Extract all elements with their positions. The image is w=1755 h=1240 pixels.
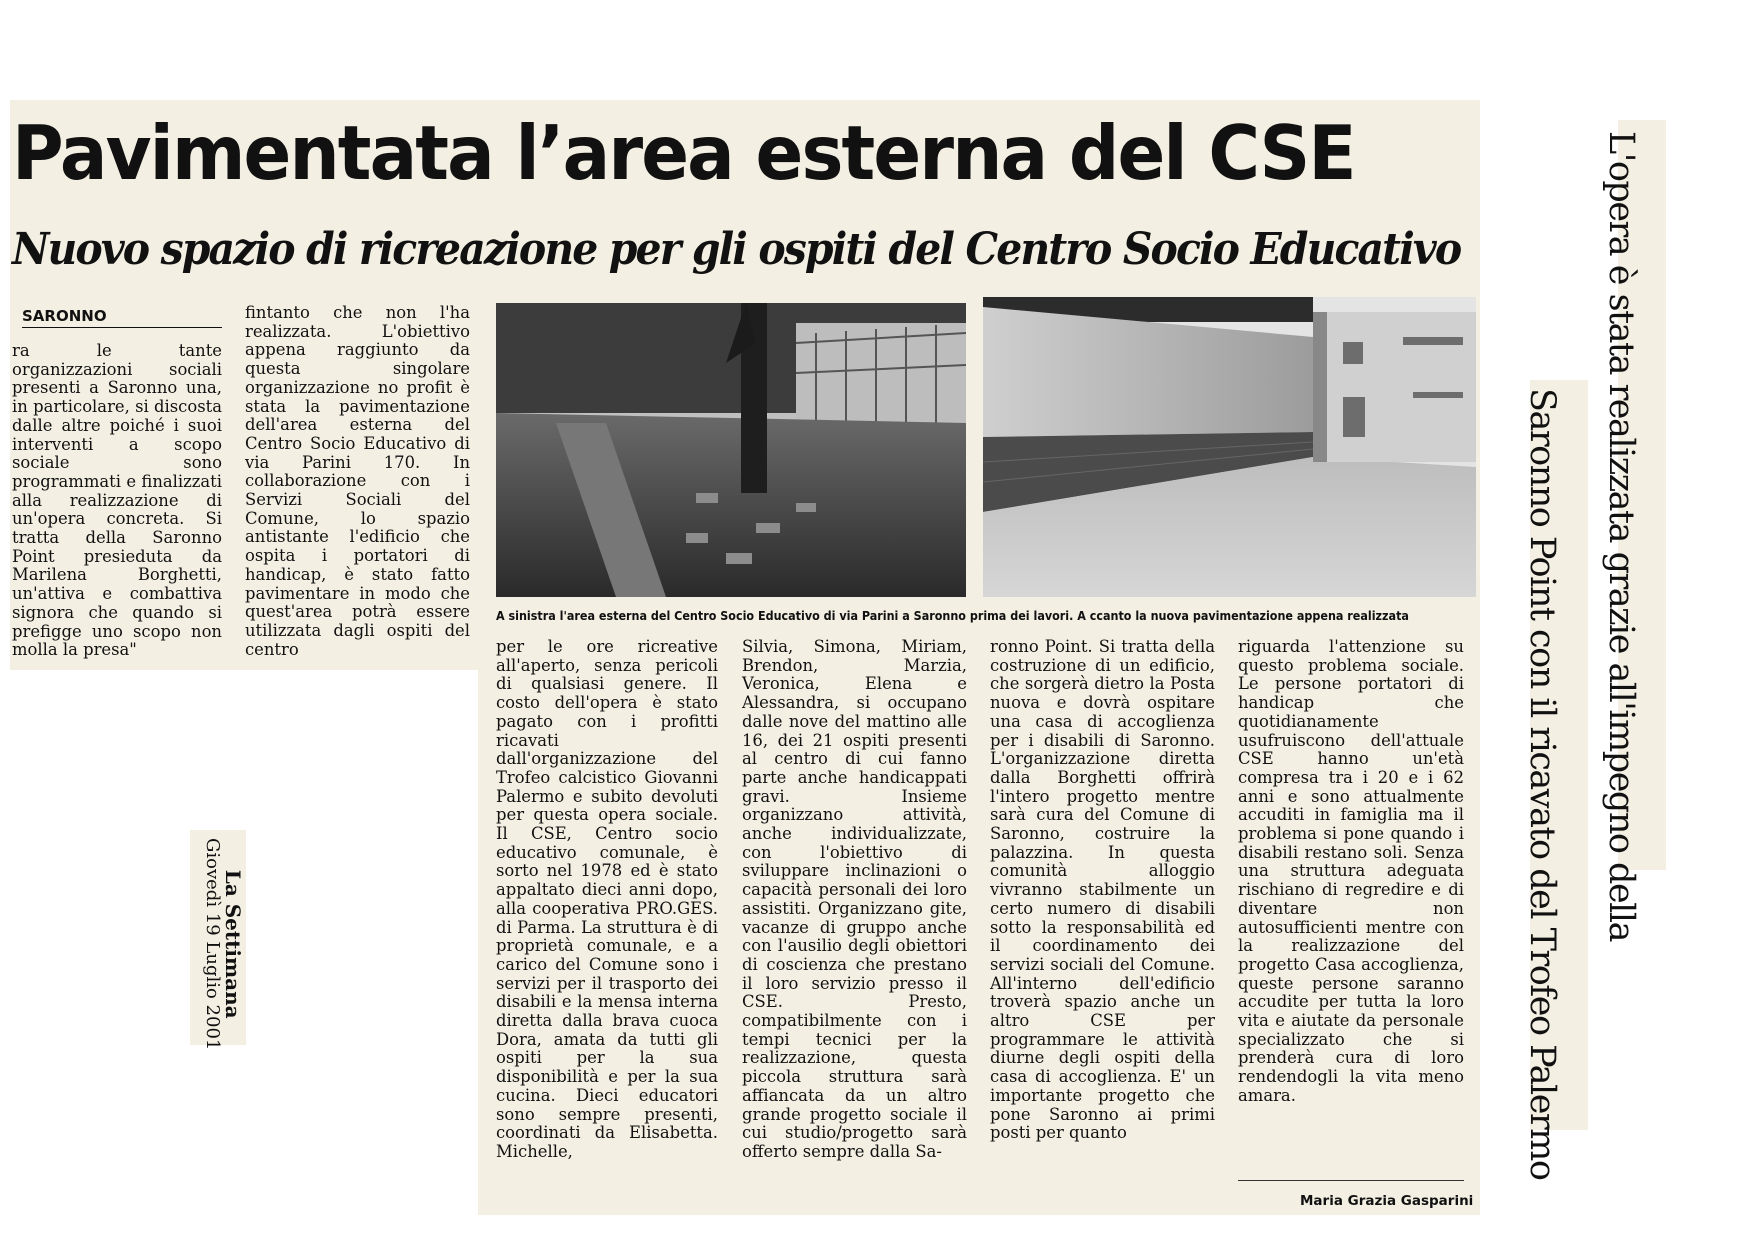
photo-caption: A sinistra l'area esterna del Centro Socio Educativo di via Parini a Saronno prima dei lavori. A ccanto la nuova pavimentazione appena realizzata [496, 609, 1409, 623]
article-column-1: ra le tante organizzazioni sociali presenti a Saronno una, in particolare, si discosta dalle altre poiché i suoi interventi a scopo sociale sono programmati e finalizzati alla realizzazione di un'opera concreta. Si tratta della Saronno Point presieduta da Marilena Borghetti, un'attiva e combattiva signora che quando si prefigge uno scopo non molla la presa" [12, 341, 222, 660]
article-column-5: ronno Point. Si tratta della costruzione di un edificio, che sorgerà dietro la Posta nuova e dovrà ospitare una casa di accoglienza per i disabili di Saronno. L'organizzazione diretta dalla Borghetti offrirà l'intero progetto mentre sarà cura del Comune di Saronno, costruire la palazzina. In questa comunità alloggio vivranno stabilmente un certo numero di disabili sotto la responsabilità ed il coordinamento dei servizi sociali del Comune. All'interno dell'edificio troverà spazio anche un altro CSE per programmare le attività diurne degli ospiti della casa di accoglienza. E' un importante progetto che pone Saronno ai primi posti per quanto [990, 637, 1215, 1143]
photo-before-works [496, 303, 966, 597]
headline: Pavimentata l’area esterna del CSE [12, 109, 1355, 197]
photo-new-paving-image [983, 297, 1476, 597]
byline: Maria Grazia Gasparini [1300, 1193, 1474, 1209]
article-column-3: per le ore ricreative all'aperto, senza pericoli di qualsiasi genere. Il costo dell'opera è stato pagato con i profitti ricavati dall'organizzazione del Trofeo calcistico Giovanni Palermo e subito devoluti per questa opera sociale. Il CSE, Centro socio educativo comunale, è sorto nel 1978 ed è stato appaltato dieci anni dopo, alla cooperativa PRO.GES. di Parma. La struttura è di proprietà comunale, e a carico del Comune sono i servizi per il trasporto dei disabili e la mensa interna diretta dalla brava cuoca Dora, amata da tutti gli ospiti per la sua disponibilità e per la sua cucina. Dieci educatori sono sempre presenti, coordinati da Elisabetta. Michelle, [496, 637, 718, 1161]
source-paper: La Settimana [221, 869, 245, 1019]
article-column-4: Silvia, Simona, Miriam, Brendon, Marzia, Veronica, Elena e Alessandra, si occupano dalle nove del mattino alle 16, dei 21 ospiti presenti al centro di cui fanno parte anche handicappati gravi. Insieme organizzano attività, anche individualizzate, con l'obiettivo di sviluppare inclinazioni o capacità personali dei loro assistiti. Organizzano gite, vacanze di gruppo anche con l'ausilio degli obiettori di coscienza che prestano il loro servizio presso il CSE. Presto, compatibilmente con i tempi tecnici per la realizzazione, questa piccola struttura sarà affiancata da un altro grande progetto sociale il cui studio/progetto sarà offerto sempre dalla Sa- [742, 637, 967, 1161]
subheadline: Nuovo spazio di ricreazione per gli ospiti del Centro Socio Educativo [12, 224, 1461, 275]
side-title-line-1: L'opera è stata realizzata grazie all'impegno della [1601, 131, 1641, 941]
photo-before-works-image [496, 303, 966, 597]
photo-new-paving [983, 297, 1476, 597]
source-date: Giovedì 19 Luglio 2001 [202, 838, 223, 1051]
byline-rule [1238, 1180, 1464, 1181]
side-title-line-2: Saronno Point con il ricavato del Trofeo Palermo [1522, 388, 1562, 1180]
article-column-2: fintanto che non l'ha realizzata. L'obiettivo appena raggiunto da questa singolare organizzazione no profit è stata la pavimentazione dell'area esterna del Centro Socio Educativo di via Parini 170. In collaborazione con i Servizi Sociali del Comune, lo spazio antistante l'edificio che ospita i portatori di handicap, è stato fatto pavimentare in modo che quest'area potrà essere utilizzata dagli ospiti del centro [245, 303, 470, 659]
section-label: SARONNO [22, 307, 222, 328]
article-column-6: riguarda l'attenzione su questo problema sociale. Le persone portatori di handicap che quotidianamente usufruiscono dell'attuale CSE hanno un'età compresa tra i 20 e i 62 anni e sono attualmente accuditi in famiglia ma il problema si pone quando i disabili restano soli. Senza una struttura adeguata rischiano di regredire e di diventare non autosufficienti mentre con la realizzazione del progetto Casa accoglienza, queste persone saranno accudite per tutta la loro vita e aiutate da personale specializzato che si prenderà cura di loro rendendogli la vita meno amara. [1238, 637, 1464, 1105]
source-tag [202, 838, 244, 1050]
